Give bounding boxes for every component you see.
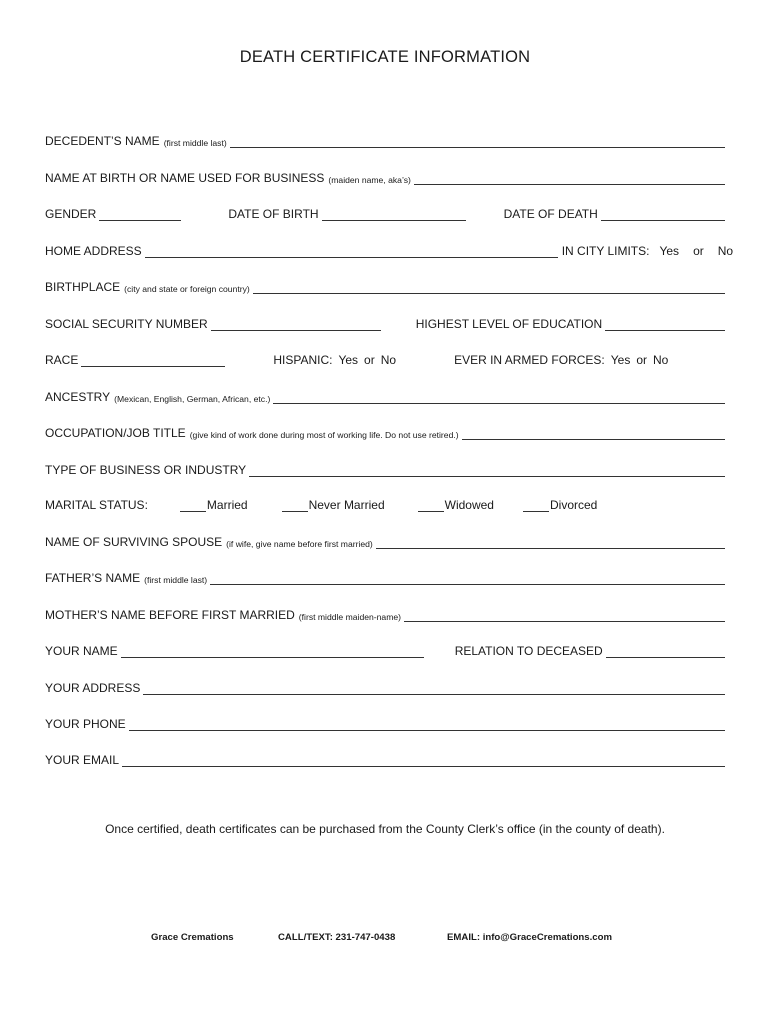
ssn-education-row [45,311,725,331]
your-name-label: YOUR NAME [45,644,118,658]
your-phone-label: YOUR PHONE [45,717,126,731]
your-email-row [45,747,725,767]
date-of-birth-field[interactable] [322,208,466,221]
home-address-row [45,238,734,258]
your-name-row [45,638,725,658]
surviving-spouse-row [45,529,725,549]
ancestry-row [45,384,725,404]
business-type-row [45,457,725,477]
surviving-spouse-hint: (if wife, give name before first married) [226,539,373,549]
purchase-note: Once certified, death certificates can be purchased from the County Clerk’s office (in the county of death). [105,822,665,836]
father-name-field[interactable] [210,572,725,585]
marital-option-never-married[interactable] [282,498,385,512]
race-row [45,347,725,367]
ancestry-hint: (Mexican, English, German, African, etc.) [114,394,271,404]
surviving-spouse-field[interactable] [376,536,725,549]
date-of-birth-label: DATE OF BIRTH [228,207,319,221]
armed-forces-or: or [636,353,648,367]
occupation-field[interactable] [462,427,725,440]
birthplace-label: BIRTHPLACE [45,280,121,294]
city-limits-yes[interactable]: Yes [659,244,680,258]
armed-forces-yes[interactable]: Yes [610,353,631,367]
father-name-hint: (first middle last) [144,575,208,585]
marital-option-married[interactable] [180,498,248,512]
occupation-label: OCCUPATION/JOB TITLE [45,426,186,440]
gender-dates-row [45,201,725,221]
marital-married-blank[interactable] [180,499,206,512]
your-phone-row [45,711,725,731]
mother-name-row [45,602,725,622]
marital-divorced-label: Divorced [549,498,598,512]
home-address-field[interactable] [145,245,558,258]
birth-name-field[interactable] [414,172,725,185]
home-address-label: HOME ADDRESS [45,244,142,258]
date-of-death-field[interactable] [601,208,725,221]
marital-option-divorced[interactable] [523,498,597,512]
race-field[interactable] [81,354,225,367]
relation-field[interactable] [606,645,725,658]
marital-option-widowed[interactable] [418,498,494,512]
ssn-field[interactable] [211,318,381,331]
birth-name-row [45,165,725,185]
decedent-name-label: DECEDENT’S NAME [45,134,160,148]
city-limits-or: or [693,244,704,258]
education-field[interactable] [605,318,725,331]
occupation-hint: (give kind of work done during most of working life. Do not use retired.) [189,430,459,440]
surviving-spouse-label: NAME OF SURVIVING SPOUSE [45,535,223,549]
education-label: HIGHEST LEVEL OF EDUCATION [415,317,603,331]
occupation-row [45,420,725,440]
marital-widowed-blank[interactable] [418,499,444,512]
footer-email: EMAIL: info@GraceCremations.com [447,932,613,943]
decedent-name-field[interactable] [230,135,725,148]
mother-name-field[interactable] [404,609,725,622]
footer-company: Grace Cremations [151,932,234,943]
gender-field[interactable] [99,208,181,221]
father-name-label: FATHER’S NAME [45,571,141,585]
hispanic-no[interactable]: No [380,353,397,367]
hispanic-label: HISPANIC: [273,353,333,367]
race-label: RACE [45,353,79,367]
father-name-row [45,565,725,585]
marital-divorced-blank[interactable] [523,499,549,512]
armed-forces-no[interactable]: No [653,353,669,367]
decedent-name-hint: (first middle last) [163,138,227,148]
mother-name-hint: (first middle maiden-name) [298,612,401,622]
birthplace-row [45,274,725,294]
ancestry-label: ANCESTRY [45,390,111,404]
marital-status-label: MARITAL STATUS: [45,498,148,512]
marital-widowed-label: Widowed [444,498,494,512]
date-of-death-label: DATE OF DEATH [503,207,598,221]
your-name-field[interactable] [121,645,424,658]
ancestry-field[interactable] [273,391,725,404]
city-limits-label: IN CITY LIMITS: [561,244,650,258]
gender-label: GENDER [45,207,97,221]
hispanic-or: or [364,353,375,367]
birth-name-hint: (maiden name, aka’s) [328,175,411,185]
business-type-label: TYPE OF BUSINESS OR INDUSTRY [45,463,247,477]
birth-name-label: NAME AT BIRTH OR NAME USED FOR BUSINESS [45,171,325,185]
your-address-row [45,675,725,695]
your-address-label: YOUR ADDRESS [45,681,141,695]
birthplace-hint: (city and state or foreign country) [124,284,250,294]
decedent-name-row [45,128,725,148]
your-email-label: YOUR EMAIL [45,753,120,767]
footer-phone: CALL/TEXT: 231-747-0438 [278,932,396,943]
hispanic-yes[interactable]: Yes [338,353,359,367]
your-email-field[interactable] [122,754,725,767]
page-title: DEATH CERTIFICATE INFORMATION [239,48,531,66]
city-limits-no[interactable]: No [717,244,734,258]
business-type-field[interactable] [249,464,725,477]
marital-never-married-blank[interactable] [282,499,308,512]
mother-name-label: MOTHER’S NAME BEFORE FIRST MARRIED [45,608,295,622]
relation-label: RELATION TO DECEASED [454,644,603,658]
your-phone-field[interactable] [129,718,725,731]
ssn-label: SOCIAL SECURITY NUMBER [45,317,208,331]
birthplace-field[interactable] [253,281,725,294]
marital-status-row [45,492,725,512]
armed-forces-label: EVER IN ARMED FORCES: [454,353,605,367]
marital-married-label: Married [206,498,248,512]
your-address-field[interactable] [143,682,725,695]
marital-never-married-label: Never Married [308,498,385,512]
